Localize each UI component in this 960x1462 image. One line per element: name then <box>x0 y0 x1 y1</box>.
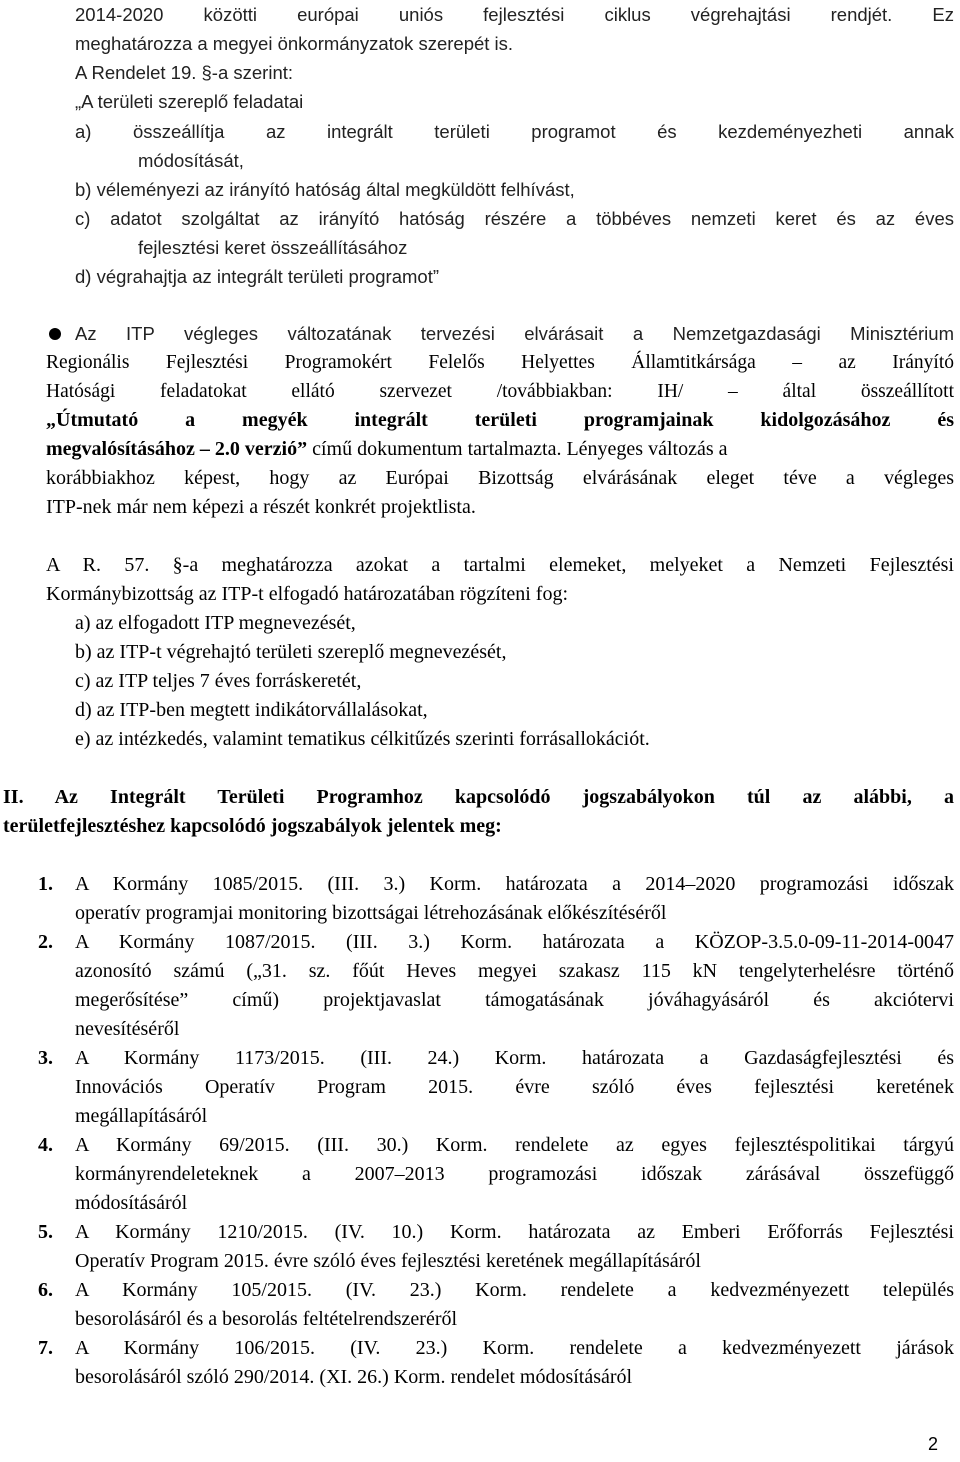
law-1-line-2: operatív programjai monitoring bizottságai létrehozásának előkészítéséről <box>75 902 667 924</box>
r57-line-1: A R. 57. §-a meghatározza azokat a tartalmi elemeket, melyeket a Nemzeti Fejlesztési <box>46 554 954 576</box>
law-2-line-2: azonosító számú („31. sz. főút Heves megyei szakasz 115 kN tengelyterhelésre történő <box>75 960 954 982</box>
quote-heading: „A területi szereplő feladatai <box>75 91 304 112</box>
itp-line-7: ITP-nek már nem képezi a részét konkrét projektlista. <box>46 496 476 518</box>
law-7-line-2: besorolásáról szóló 290/2014. (XI. 26.) Korm. rendelet módosításáról <box>75 1366 633 1388</box>
law-2-line-4: nevesítéséről <box>75 1018 180 1040</box>
itp-line-4-guide-title: „Útmutató a megyék integrált területi programjainak kidolgozásához és <box>46 409 954 431</box>
page-number: 2 <box>927 1434 938 1454</box>
law-2-line-1: A Kormány 1087/2015. (III. 3.) Korm. határozata a KÖZOP-3.5.0-09-11-2014-0047 <box>75 931 954 953</box>
law-5-line-2: Operatív Program 2015. évre szóló éves fejlesztési keretének megállapításáról <box>75 1250 701 1272</box>
section-2-heading-line-1: II. Az Integrált Területi Programhoz kapcsolódó jogszabályokon túl az alábbi, a <box>3 786 954 808</box>
law-1-line-1: A Kormány 1085/2015. (III. 3.) Korm. határozata a 2014‒2020 programozási időszak <box>75 873 954 895</box>
itp-line-2: Regionális Fejlesztési Programokért Felelős Helyettes Államtitkársága ‒ az Irányító <box>46 352 954 373</box>
r57-item-c: c) az ITP teljes 7 éves forráskeretét, <box>75 670 362 692</box>
itp-line-5 <box>46 435 727 464</box>
law-3-line-1: A Kormány 1173/2015. (III. 24.) Korm. határozata a Gazdaságfejlesztési és <box>75 1047 954 1069</box>
law-3-line-2: Innovációs Operatív Program 2015. évre szóló éves fejlesztési keretének <box>75 1076 954 1098</box>
law-6-line-2: besorolásáról és a besorolás feltételrendszeréről <box>75 1308 458 1330</box>
law-4-line-3: módosításáról <box>75 1192 188 1214</box>
task-b: b) véleményezi az irányító hatóság által megküldött felhívást, <box>75 179 575 200</box>
law-2-line-3: megerősítése” című) projektjavaslat támogatásának jóváhagyásáról és akciótervi <box>75 989 954 1011</box>
task-c-line-1: c) adatot szolgáltat az irányító hatóság részére a többéves nemzeti keret és az éves <box>75 208 954 229</box>
law-5-number: 5. <box>38 1221 53 1243</box>
law-5-line-1: A Kormány 1210/2015. (IV. 10.) Korm. határozata az Emberi Erőforrás Fejlesztési <box>75 1221 954 1243</box>
law-7-line-1: A Kormány 106/2015. (IV. 23.) Korm. rendelete a kedvezményezett járások <box>75 1337 954 1359</box>
law-3-line-3: megállapításáról <box>75 1105 208 1127</box>
law-1-number: 1. <box>38 873 53 895</box>
bullet-icon <box>49 328 61 340</box>
r57-item-b: b) az ITP-t végrehajtó területi szereplő megnevezését, <box>75 641 507 663</box>
guide-title-end: megvalósításához ‒ 2.0 verzió” <box>46 438 308 460</box>
itp-line-1: Az ITP végleges változatának tervezési elvárásait a Nemzetgazdasági Minisztérium <box>75 323 954 344</box>
r57-item-a: a) az elfogadott ITP megnevezését, <box>75 612 356 634</box>
law-3-number: 3. <box>38 1047 53 1069</box>
intro-line-1: 2014-2020 közötti európai uniós fejlesztési ciklus végrehajtási rendjét. Ez <box>75 4 954 25</box>
law-7-number: 7. <box>38 1337 53 1359</box>
law-4-line-2: kormányrendeleteknek a 2007‒2013 programozási időszak zárásával összefüggő <box>75 1163 954 1185</box>
law-6-line-1: A Kormány 105/2015. (IV. 23.) Korm. rendelete a kedvezményezett település <box>75 1279 954 1301</box>
law-2-number: 2. <box>38 931 53 953</box>
section-2-heading-line-2: területfejlesztéshez kapcsolódó jogszabályok jelentek meg: <box>3 815 502 837</box>
itp-line-6: korábbiakhoz képest, hogy az Európai Bizottság elvárásának eleget téve a végleges <box>46 467 954 489</box>
task-a-line-2: módosítását, <box>138 150 244 171</box>
r57-line-2: Kormánybizottság az ITP-t elfogadó határozatában rögzíteni fog: <box>46 583 569 605</box>
law-6-number: 6. <box>38 1279 53 1301</box>
r57-item-d: d) az ITP-ben megtett indikátorvállalásokat, <box>75 699 428 721</box>
itp-line-3: Hatósági feladatokat ellátó szervezet /továbbiakban: IH/ ‒ által összeállított <box>46 381 954 402</box>
task-d: d) végrahajtja az integrált területi programot” <box>75 266 440 287</box>
task-a-line-1: a) összeállítja az integrált területi programot és kezdeményezheti annak <box>75 121 954 142</box>
law-4-number: 4. <box>38 1134 53 1156</box>
itp-line-5-rest: című dokumentum tartalmazta. Lényeges változás a <box>307 438 728 460</box>
law-4-line-1: A Kormány 69/2015. (III. 30.) Korm. rendelete az egyes fejlesztéspolitikai tárgyú <box>75 1134 954 1156</box>
task-c-line-2: fejlesztési keret összeállításához <box>138 237 408 258</box>
intro-line-2: meghatározza a megyei önkormányzatok szerepét is. <box>75 33 514 54</box>
r57-item-e: e) az intézkedés, valamint tematikus célkitűzés szerinti forrásallokációt. <box>75 728 650 750</box>
intro-line-3: A Rendelet 19. §-a szerint: <box>75 62 294 83</box>
